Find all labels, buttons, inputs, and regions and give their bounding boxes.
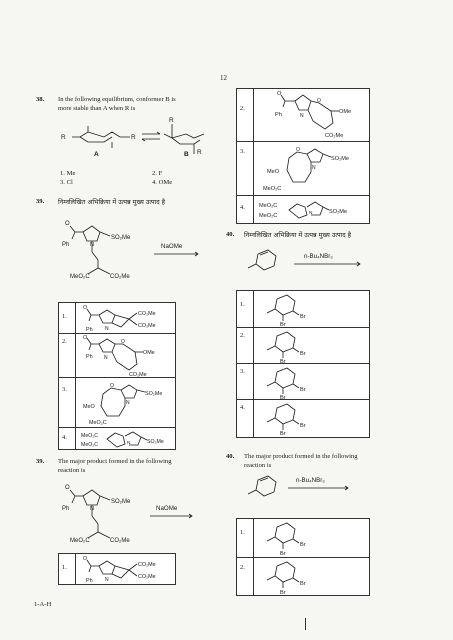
q39-hindi-option-1[interactable] <box>59 303 175 333</box>
svg-text:Ph: Ph <box>86 578 93 584</box>
q39-continued-options-table <box>236 88 370 224</box>
svg-text:Br: Br <box>300 423 306 429</box>
sm-so2me: SO₂Me <box>111 235 131 241</box>
conformer-a-r1: R <box>61 134 66 141</box>
q39h-opt1-divider <box>75 303 76 333</box>
svg-text:Br: Br <box>280 431 286 437</box>
q40e-opt2-structure <box>255 558 367 596</box>
q40h-opt2-num: 2. <box>240 332 245 339</box>
q40-hindi-stem: निम्नलिखित अभिक्रिया में उत्पन्न मुख्य उत्पाद है <box>244 231 352 239</box>
svg-text:MeO₂C: MeO₂C <box>89 420 107 426</box>
q40-english-number: 40. <box>226 453 235 460</box>
svg-text:N: N <box>126 400 130 406</box>
q39h-opt4-structure <box>77 428 173 450</box>
q40e-opt1-structure <box>255 519 367 557</box>
q39h-opt3-num: 3. <box>62 386 67 393</box>
svg-text:O: O <box>121 339 125 345</box>
svg-text:CO₂Me: CO₂Me <box>110 538 130 544</box>
svg-text:Br: Br <box>300 387 306 393</box>
conformer-b <box>164 117 204 158</box>
svg-text:Br: Br <box>280 322 286 327</box>
q39c-opt4-structure <box>255 196 367 224</box>
q39-hindi-option-4[interactable] <box>59 427 175 450</box>
svg-text:O: O <box>110 383 114 389</box>
q40h-opt4-divider <box>253 400 254 438</box>
svg-text:Ph: Ph <box>275 112 282 118</box>
q39-cont-option-2[interactable] <box>237 89 369 141</box>
svg-text:MeO: MeO <box>83 404 95 410</box>
svg-text:O: O <box>83 556 88 562</box>
q39-hindi-option-2[interactable] <box>59 333 175 378</box>
svg-text:MeO₂C: MeO₂C <box>81 433 99 439</box>
q38-conformer-equilibrium <box>58 114 208 159</box>
svg-text:CO₂Me: CO₂Me <box>138 323 156 329</box>
q39e-opt1-divider <box>75 554 76 584</box>
q39h-opt2-divider <box>75 334 76 378</box>
q39c-opt3-num: 3. <box>240 148 245 155</box>
svg-text:N: N <box>127 441 131 446</box>
sm-co2me: CO₂Me <box>110 274 130 280</box>
svg-text:Br: Br <box>280 590 286 596</box>
svg-text:MeO₂C: MeO₂C <box>263 186 282 192</box>
q40h-opt4-num: 4. <box>240 404 245 411</box>
q40h-opt3-num: 3. <box>240 368 245 375</box>
q38-number: 38. <box>36 96 45 103</box>
svg-text:Br: Br <box>280 395 286 400</box>
svg-text:CO₂Me: CO₂Me <box>138 562 156 568</box>
svg-text:Ph: Ph <box>62 506 70 512</box>
q40e-opt1-divider <box>253 519 254 557</box>
q39h-opt1-num: 1. <box>62 313 67 320</box>
q39-hindi-number: 39. <box>36 198 45 205</box>
q39h-opt4-num: 4. <box>62 434 67 441</box>
q38-option-1-num: 1. <box>60 170 65 177</box>
svg-text:OMe: OMe <box>143 350 155 356</box>
svg-text:MeO₂C: MeO₂C <box>259 213 278 219</box>
q39e-opt1-num: 1. <box>62 564 67 571</box>
q40-hindi-options-table <box>236 290 370 438</box>
conformer-a <box>61 126 136 158</box>
conformer-b-r2: R <box>197 149 202 156</box>
svg-text:N: N <box>309 211 313 216</box>
q39c-opt2-divider <box>253 89 254 141</box>
svg-text:O: O <box>83 335 88 341</box>
svg-text:MeO₂C: MeO₂C <box>81 442 99 448</box>
scan-mark <box>305 618 306 630</box>
q40-hindi-number: 40. <box>226 231 235 238</box>
q40h-opt2-structure <box>255 328 367 364</box>
q38-option-3-num: 3. <box>60 179 65 186</box>
svg-text:CO₂Me: CO₂Me <box>325 133 344 139</box>
q38-option-2-num: 2. <box>152 170 157 177</box>
svg-text:Br: Br <box>300 581 306 587</box>
q38-option-2[interactable] <box>152 170 162 178</box>
q39h-opt2-structure <box>77 334 173 378</box>
svg-text:OMe: OMe <box>339 109 352 115</box>
q40h-opt1-divider <box>253 291 254 327</box>
q38-option-3[interactable] <box>60 179 73 187</box>
q39-english-reagent: NaOMe <box>156 505 178 512</box>
svg-text:SO₂Me: SO₂Me <box>329 209 348 215</box>
q39c-opt4-num: 4. <box>240 204 245 211</box>
q40-english-option-2[interactable] <box>237 557 369 596</box>
svg-text:O: O <box>65 485 70 491</box>
q40h-opt3-divider <box>253 364 254 400</box>
q39-english-option-1[interactable] <box>59 554 175 584</box>
svg-text:SO₂Me: SO₂Me <box>145 391 163 397</box>
svg-text:N: N <box>312 165 316 171</box>
q39c-opt2-num: 2. <box>240 105 245 112</box>
conformer-b-r1: R <box>169 117 174 124</box>
q39-hindi-options-table <box>58 302 176 450</box>
q38-option-3-text: Cl <box>66 179 73 186</box>
svg-text:O: O <box>277 91 282 97</box>
sm-meo2c: MeO₂C <box>70 274 90 280</box>
q40-hindi-reagent: n-Bu₄NBr₃ <box>304 253 333 260</box>
q38-stem-line1: In the following equilibrium, conformer B is <box>58 96 176 103</box>
q39e-opt1-structure <box>77 554 173 584</box>
q38-option-4-text: OMe <box>158 179 173 186</box>
q40-english-reaction-scheme <box>244 472 374 508</box>
svg-text:Br: Br <box>280 551 286 557</box>
sm-o: O <box>65 221 70 227</box>
q39-english-options-table <box>58 553 176 585</box>
q39-english-reaction-scheme <box>58 478 208 544</box>
sm-n: N <box>90 242 95 248</box>
svg-text:MeO₂C: MeO₂C <box>259 203 278 209</box>
svg-text:Ph: Ph <box>86 354 93 360</box>
svg-text:N: N <box>105 577 109 583</box>
svg-text:O: O <box>83 305 88 311</box>
svg-text:Ph: Ph <box>86 327 93 333</box>
svg-text:O: O <box>317 98 321 104</box>
label-b: B <box>184 151 189 158</box>
q39-hindi-option-3[interactable] <box>59 377 175 428</box>
svg-text:CO₂Me: CO₂Me <box>129 372 147 378</box>
q39-english-stem-line1: The major product formed in the following <box>58 458 172 465</box>
q40h-opt1-structure <box>255 291 367 327</box>
q39h-opt3-structure <box>77 378 173 428</box>
q40-english-stem-line2: reaction is <box>244 462 272 469</box>
q40e-opt2-num: 2. <box>240 564 245 571</box>
footer-code: 1-A-H <box>34 601 52 608</box>
q38-option-4-num: 4. <box>152 179 157 186</box>
q40e-opt1-num: 1. <box>240 529 245 536</box>
svg-text:N: N <box>90 506 95 512</box>
svg-text:N: N <box>104 355 108 361</box>
svg-text:SO₂Me: SO₂Me <box>111 499 131 505</box>
svg-text:MeO: MeO <box>267 169 280 175</box>
svg-text:Br: Br <box>300 351 306 357</box>
q39c-opt3-structure <box>255 142 367 196</box>
q39-hindi-reagent: NaOMe <box>161 243 183 250</box>
svg-text:Br: Br <box>300 314 306 320</box>
q38-option-2-text: F <box>158 170 163 177</box>
q40-english-option-1[interactable] <box>237 519 369 557</box>
q40h-opt3-structure <box>255 364 367 400</box>
equilibrium-arrows <box>142 132 160 141</box>
svg-text:N: N <box>300 113 304 119</box>
q38-option-1-text: Me <box>66 170 76 177</box>
q40h-opt4-structure <box>255 400 367 438</box>
q39-english-stem-line2: reaction is <box>58 467 86 474</box>
q40-hindi-option-2[interactable] <box>237 327 369 364</box>
svg-text:SO₂Me: SO₂Me <box>331 156 350 162</box>
q39h-opt3-divider <box>75 378 76 428</box>
q39c-opt3-divider <box>253 142 254 196</box>
svg-text:N: N <box>105 326 109 332</box>
q38-option-4[interactable] <box>152 179 172 187</box>
q38-stem-line2: more stable than A when R is <box>58 105 136 112</box>
q39c-opt2-structure <box>255 89 367 141</box>
q40h-opt1-num: 1. <box>240 301 245 308</box>
svg-text:Br: Br <box>300 542 306 548</box>
q39h-opt2-num: 2. <box>62 338 67 345</box>
conformer-a-r2: R <box>131 134 136 141</box>
svg-text:CO₂Me: CO₂Me <box>138 574 156 580</box>
q40-english-options-table <box>236 518 370 596</box>
q40h-opt2-divider <box>253 328 254 364</box>
label-a: A <box>94 151 99 158</box>
q39h-opt4-divider <box>75 428 76 450</box>
page-number: 12 <box>220 74 227 82</box>
svg-text:SO₂Me: SO₂Me <box>147 439 164 445</box>
q39-cont-option-3[interactable] <box>237 141 369 196</box>
svg-text:Br: Br <box>280 359 286 364</box>
q40-hindi-option-3[interactable] <box>237 363 369 400</box>
q39-hindi-stem: निम्नलिखित अभिक्रिया में उत्पन्न मुख्य उत्पाद है <box>58 198 166 206</box>
q40-english-reagent: n-Bu₄NBr₃ <box>296 477 325 484</box>
svg-text:MeO₂C: MeO₂C <box>70 538 90 544</box>
q39h-opt1-structure <box>77 303 173 333</box>
q38-option-1[interactable] <box>60 170 75 178</box>
q39-english-number: 39. <box>36 458 45 465</box>
q39c-opt4-divider <box>253 196 254 224</box>
q40-hindi-option-1[interactable] <box>237 291 369 327</box>
q39-cont-option-4[interactable] <box>237 195 369 224</box>
svg-text:O: O <box>296 147 300 153</box>
q40-english-stem-line1: The major product formed in the following <box>244 453 358 460</box>
q40-hindi-reaction-scheme <box>244 244 374 284</box>
q40-hindi-option-4[interactable] <box>237 399 369 438</box>
q39-hindi-reaction-scheme <box>58 212 208 280</box>
sm-ph: Ph <box>62 242 70 248</box>
q40e-opt2-divider <box>253 558 254 596</box>
svg-text:CO₂Me: CO₂Me <box>138 311 156 317</box>
